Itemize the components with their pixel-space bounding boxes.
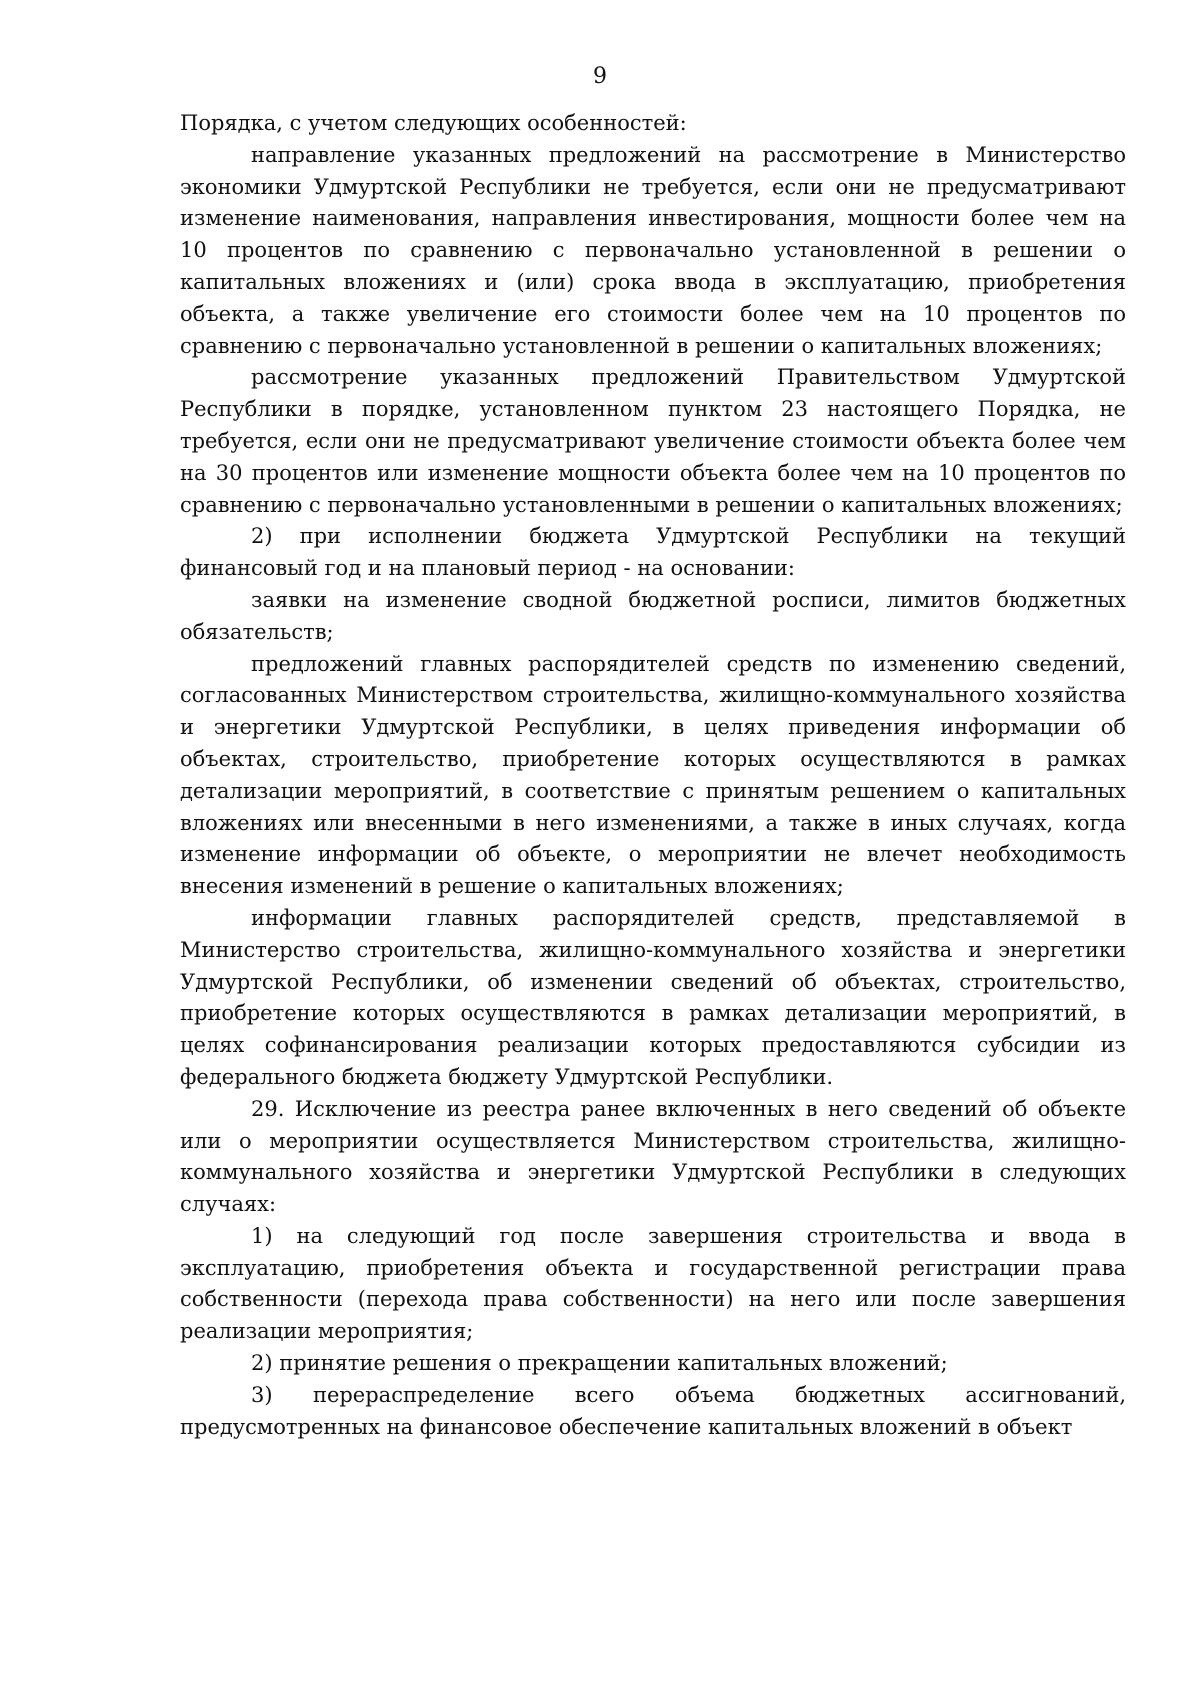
- paragraph-proposals: предложений главных распорядителей средств по изменению сведений, согласованных Министерством строительства, жилищно-коммунального хозяйства и энергетики Удмуртской Республики, в целях приведения информации об объектах, строительство, приобретение которых осуществляются в рамках детализации мероприятий, в соответствие с принятым решением о капитальных вложениях или внесенными в него изменениями, а также в иных случаях, когда изменение информации об объекте, о мероприятии не влечет необходимость внесения изменений в решение о капитальных вложениях;: [180, 651, 1126, 899]
- paragraph-continuation: Порядка, с учетом следующих особенностей:: [180, 111, 687, 135]
- paragraph-case-1: 1) на следующий год после завершения строительства и ввода в эксплуатацию, приобретения объекта и государственной регистрации права собственности (перехода права собственности) на него или после завершения реализации мероприятия;: [180, 1223, 1126, 1344]
- paragraph-ministry-economics: направление указанных предложений на рассмотрение в Министерство экономики Удмуртской Республики не требуется, если они не предусматривают изменение наименования, направления инвестирования, мощности более чем на 10 процентов по сравнению с первоначально установленной в решении о капитальных вложениях и (или) срока ввода в эксплуатацию, приобретения объекта, а также увеличение его стоимости более чем на 10 процентов по сравнению с первоначально установленной в решении о капитальных вложениях;: [180, 142, 1126, 358]
- document-body: [180, 108, 1126, 1443]
- paragraph-government-review: рассмотрение указанных предложений Правительством Удмуртской Республики в порядке, установленном пунктом 23 настоящего Порядка, не требуется, если они не предусматривают увеличение стоимости объекта более чем на 30 процентов или изменение мощности объекта более чем на 10 процентов по сравнению с первоначально установленными в решении о капитальных вложениях;: [180, 365, 1126, 517]
- paragraph-case-3: 3) перераспределение всего объема бюджетных ассигнований, предусмотренных на финансовое обеспечение капитальных вложений в объект: [180, 1382, 1126, 1439]
- paragraph-requests: заявки на изменение сводной бюджетной росписи, лимитов бюджетных обязательств;: [180, 587, 1126, 644]
- paragraph-information: информации главных распорядителей средств, представляемой в Министерство строительства, жилищно-коммунального хозяйства и энергетики Удмуртской Республики, об изменении сведений об объектах, строительство, приобретение которых осуществляются в рамках детализации мероприятий, в целях софинансирования реализации которых предоставляются субсидии из федерального бюджета бюджету Удмуртской Республики.: [180, 905, 1126, 1089]
- page-number: 9: [593, 64, 607, 89]
- paragraph-item-2-budget: 2) при исполнении бюджета Удмуртской Республики на текущий финансовый год и на плановый период - на основании:: [180, 524, 1126, 581]
- paragraph-case-2: 2) принятие решения о прекращении капитальных вложений;: [251, 1351, 948, 1376]
- paragraph-section-29: 29. Исключение из реестра ранее включенных в него сведений об объекте или о мероприятии осуществляется Министерством строительства, жилищно-коммунального хозяйства и энергетики Удмуртской Республики в следующих случаях:: [180, 1096, 1126, 1217]
